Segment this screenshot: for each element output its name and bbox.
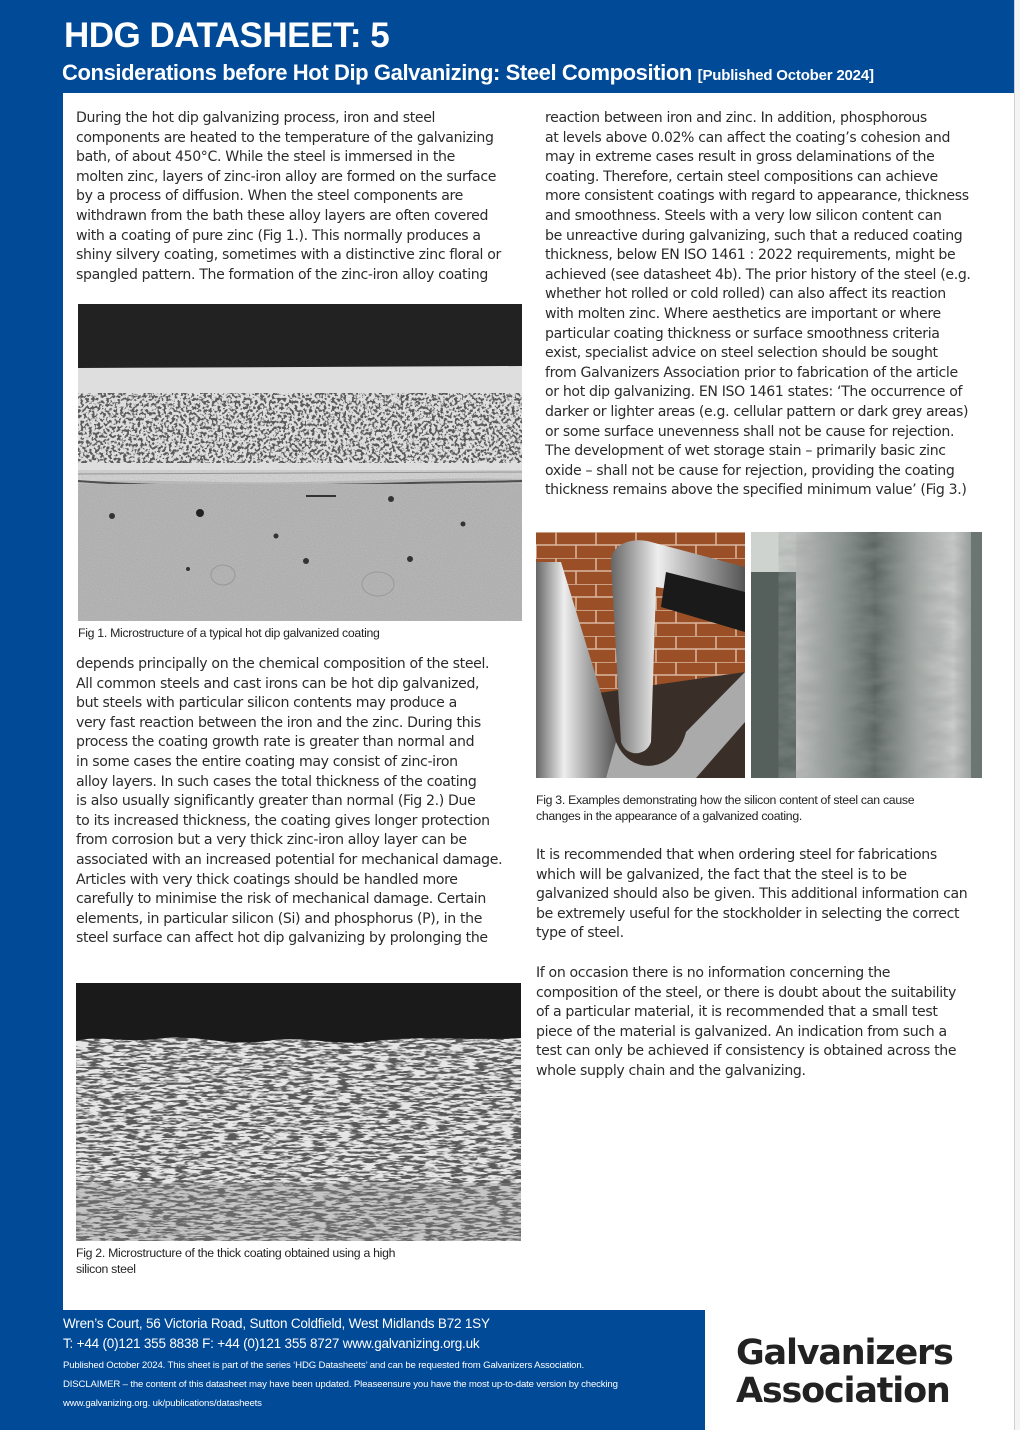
page-edge	[1014, 0, 1020, 1430]
text-line: by a process of diffusion. When the steel components are	[76, 188, 463, 205]
text-line: steel surface can affect hot dip galvanizing by prolonging the	[76, 930, 488, 947]
fig3-pipes-image	[536, 532, 745, 778]
text-line: shiny silvery coating, sometimes with a distinctive zinc floral or	[76, 247, 501, 264]
text-line: Articles with very thick coatings should be handled more	[76, 871, 458, 888]
text-line: composition of the steel, or there is doubt about the suitability	[536, 984, 956, 1001]
text-line: be unreactive during galvanizing, such that a reduced coating	[545, 227, 963, 244]
text-line: It is recommended that when ordering steel for fabrications	[536, 847, 937, 863]
text-line: more consistent coatings with regard to appearance, thickness	[545, 188, 969, 205]
datasheet-subtitle	[62, 60, 874, 86]
caption-line: silicon steel	[76, 1262, 136, 1276]
text-line: associated with an increased potential for mechanical damage.	[76, 851, 503, 868]
text-line: particular coating thickness or surface smoothness criteria	[545, 325, 940, 342]
fig3-caption	[536, 792, 914, 824]
text-line: withdrawn from the bath these alloy layers are often covered	[76, 207, 489, 224]
text-line: thickness remains above the specified minimum value’ (Fig 3.)	[545, 482, 967, 499]
fig1-micrograph	[78, 304, 522, 621]
text-line: carefully to minimise the risk of mechanical damage. Certain	[76, 891, 486, 908]
text-line: achieved (see datasheet 4b). The prior history of the steel (e.g.	[545, 266, 971, 283]
text-line: During the hot dip galvanizing process, iron and steel	[76, 110, 436, 126]
text-line: piece of the material is galvanized. An indication from such a	[536, 1023, 947, 1040]
footer-disclaimer-url[interactable]: www.galvanizing.org. uk/publications/datasheets	[63, 1398, 262, 1409]
text-line: from Galvanizers Association prior to fabrication of the article	[545, 364, 958, 381]
text-line: or some surface unevenness shall not be cause for rejection.	[545, 423, 955, 440]
text-line: very fast reaction between the iron and the zinc. During this	[76, 714, 481, 731]
fig2-caption	[76, 1245, 395, 1277]
text-line: thickness, below EN ISO 1461 : 2022 requirements, might be	[545, 247, 956, 264]
text-line: process the coating growth rate is greater than normal and	[76, 734, 475, 751]
text-line: from corrosion but a very thick zinc-iron alloy layer can be	[76, 832, 467, 849]
text-line: whole supply chain and the galvanizing.	[536, 1062, 806, 1079]
text-line: may in extreme cases result in gross delaminations of the	[545, 149, 935, 166]
logo-line: Galvanizers	[736, 1333, 953, 1373]
body-paragraph	[76, 109, 501, 285]
text-line: but steels with particular silicon contents may produce a	[76, 695, 457, 712]
fig3-photo-pipes	[536, 532, 745, 778]
text-line: of a particular material, it is recommended that a small test	[536, 1004, 938, 1021]
datasheet-title: HDG DATASHEET: 5	[64, 16, 390, 55]
text-line: components are heated to the temperature of the galvanizing	[76, 129, 494, 146]
text-line: type of steel.	[536, 925, 624, 942]
text-line: reaction between iron and zinc. In addition, phosphorous	[545, 110, 927, 126]
text-line: test can only be achieved if consistency is obtained across the	[536, 1043, 957, 1060]
logo-area	[705, 1310, 1014, 1430]
text-line: The development of wet storage stain – primarily basic zinc	[545, 443, 946, 460]
fig3-photo-post	[751, 532, 982, 778]
content-area	[63, 93, 1014, 1310]
text-line: at levels above 0.02% can affect the coating’s cohesion and	[545, 129, 951, 146]
text-line: in some cases the entire coating may consist of zinc-iron	[76, 753, 458, 770]
fig3-post-image	[751, 532, 982, 778]
published-date: [Published October 2024]	[697, 67, 874, 84]
fig1-caption: Fig 1. Microstructure of a typical hot dip galvanized coating	[78, 626, 380, 640]
galvanizers-association-logo	[736, 1334, 953, 1410]
text-line: oxide – shall not be cause for rejection, providing the coating	[545, 462, 955, 479]
body-paragraph	[536, 964, 956, 1082]
text-line: molten zinc, layers of zinc-iron alloy are formed on the surface	[76, 168, 497, 185]
text-line: with molten zinc. Where aesthetics are important or where	[545, 305, 941, 322]
footer-disclaimer: DISCLAIMER – the content of this datasheet may have been updated. Pleaseensure you have the most up-to-date version by checking	[63, 1379, 618, 1390]
footer-address: Wren’s Court, 56 Victoria Road, Sutton Coldfield, West Midlands B72 1SY	[63, 1316, 490, 1331]
fig2-micrograph	[76, 983, 521, 1241]
text-line: whether hot rolled or cold rolled) can also affect its reaction	[545, 286, 946, 303]
caption-line: changes in the appearance of a galvanized coating.	[536, 809, 802, 823]
text-line: to its increased thickness, the coating gives longer protection	[76, 812, 490, 829]
text-line: depends principally on the chemical composition of the steel.	[76, 656, 490, 672]
text-line: elements, in particular silicon (Si) and phosphorus (P), in the	[76, 910, 483, 927]
footer-published-note: Published October 2024. This sheet is part of the series ‘HDG Datasheets’ and can be requested from Galvanizers Association.	[63, 1360, 585, 1371]
caption-line: Fig 2. Microstructure of the thick coating obtained using a high	[76, 1246, 396, 1260]
text-line: If on occasion there is no information concerning the	[536, 965, 891, 981]
text-line: bath, of about 450°C. While the steel is immersed in the	[76, 149, 455, 166]
logo-line: Association	[736, 1371, 950, 1411]
text-line: is also usually significantly greater than normal (Fig 2.) Due	[76, 793, 476, 810]
fig1-image	[78, 304, 522, 621]
text-line: exist, specialist advice on steel selection should be sought	[545, 345, 938, 362]
footer-contact	[63, 1314, 618, 1413]
body-paragraph	[536, 846, 967, 944]
text-line: coating. Therefore, certain steel compositions can achieve	[545, 168, 938, 185]
text-line: alloy layers. In such cases the total thickness of the coating	[76, 773, 477, 790]
subtitle-text: Considerations before Hot Dip Galvanizing: Steel Composition	[62, 60, 692, 85]
caption-line: Fig 3. Examples demonstrating how the silicon content of steel can cause	[536, 793, 915, 807]
text-line: which will be galvanized, the fact that the steel is to be	[536, 866, 907, 883]
text-line: darker or lighter areas (e.g. cellular pattern or dark grey areas)	[545, 403, 969, 420]
text-line: with a coating of pure zinc (Fig 1.). This normally produces a	[76, 227, 481, 244]
body-paragraph	[545, 109, 971, 501]
body-paragraph	[76, 655, 502, 949]
text-line: spangled pattern. The formation of the zinc-iron alloy coating	[76, 266, 488, 283]
text-line: and smoothness. Steels with a very low silicon content can	[545, 207, 942, 224]
footer-contact-line: T: +44 (0)121 355 8838 F: +44 (0)121 355 8727 www.galvanizing.org.uk	[63, 1336, 480, 1351]
text-line: or hot dip galvanizing. EN ISO 1461 states: ‘The occurrence of	[545, 384, 963, 401]
text-line: All common steels and cast irons can be hot dip galvanized,	[76, 675, 480, 692]
fig2-image	[76, 983, 521, 1241]
text-line: galvanized should also be given. This additional information can	[536, 886, 968, 903]
text-line: be extremely useful for the stockholder in selecting the correct	[536, 905, 960, 922]
